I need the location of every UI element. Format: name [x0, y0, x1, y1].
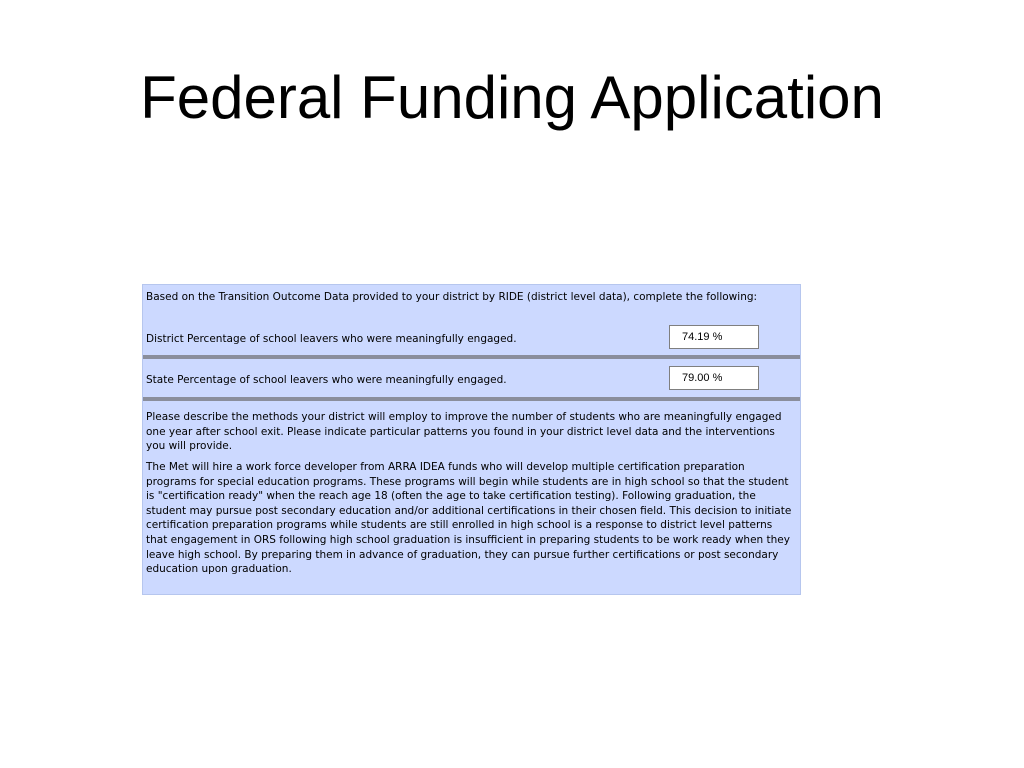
district-percentage-field[interactable]: 74.19 %: [669, 325, 759, 349]
district-percentage-label: District Percentage of school leavers who were meaningfully engaged.: [146, 333, 517, 345]
funding-form-panel: [142, 284, 801, 595]
methods-answer-text: The Met will hire a work force developer from ARRA IDEA funds who will develop multiple certification preparation programs for special education programs. These programs will begin while students are in high school so that the student is "certification ready" when the reach age 18 (often the age to take certification testing). Following graduation, the student may pursue post secondary education and/or additional certifications in their chosen field. This decision to initiate certification preparation programs while students are still enrolled in high school is a response to district level patterns that engagement in ORS following high school graduation is insufficient in preparing students to be work ready when they leave high school. By preparing them in advance of graduation, they can pursue further certifications or post secondary education upon graduation.: [146, 461, 792, 576]
state-percentage-field[interactable]: 79.00 %: [669, 366, 759, 390]
methods-question-text: Please describe the methods your district will employ to improve the number of students who are meaningfully engaged one year after school exit. Please indicate particular patterns you found in your district level data and the interventions you will provide.: [146, 411, 782, 453]
state-percentage-label: State Percentage of school leavers who were meaningfully engaged.: [146, 374, 507, 386]
intro-text: Based on the Transition Outcome Data provided to your district by RIDE (district level data), complete the following:: [146, 291, 758, 303]
slide-title: Federal Funding Application: [140, 64, 884, 131]
section-divider: [143, 355, 800, 359]
section-divider: [143, 397, 800, 401]
